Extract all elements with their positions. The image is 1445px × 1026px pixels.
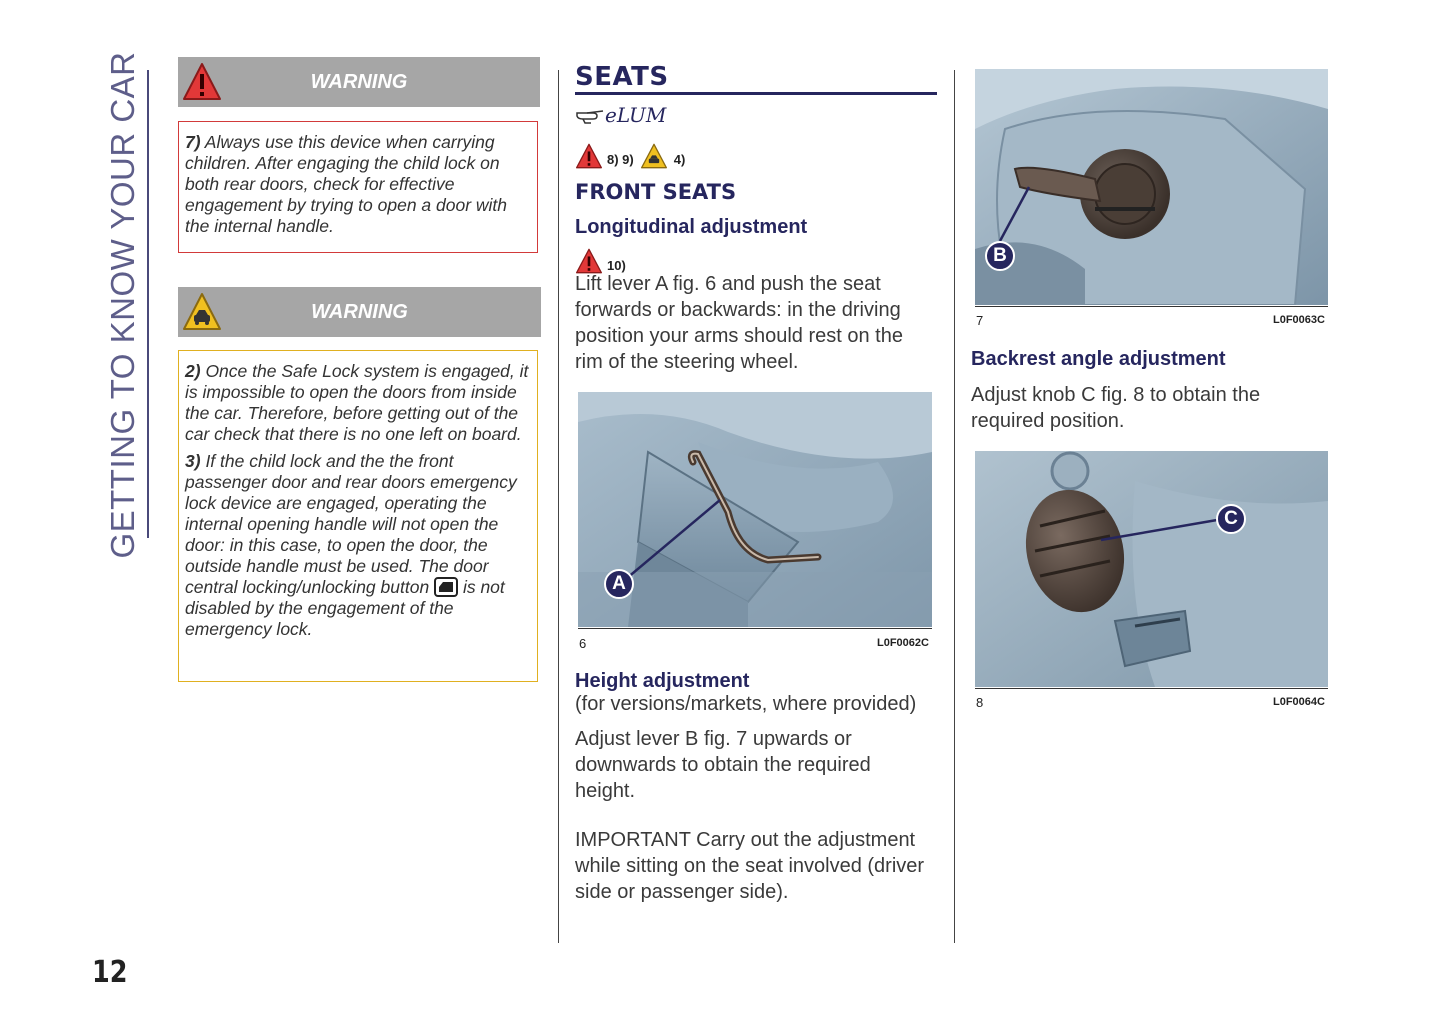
column-divider-2	[954, 70, 955, 943]
figure-8-number: 8	[976, 695, 984, 710]
warning-box-2	[178, 350, 538, 682]
side-section-title: GETTING TO KNOW YOUR CAR	[104, 51, 141, 559]
figure-7-number: 7	[976, 313, 984, 328]
warning-title-1: WARNING	[310, 71, 408, 93]
note-number: 3)	[185, 451, 201, 471]
front-seats-heading: FRONT SEATS	[575, 180, 737, 204]
warning-text-1: Always use this device when carrying children. After engaging the child lock on both rear doors, check for effective engagement by trying to open a door with the internal handle.	[185, 132, 508, 236]
warning-red-icon	[575, 143, 603, 169]
callout-label-c: C	[1216, 504, 1246, 534]
callout-label-a: A	[604, 569, 634, 599]
callout-line-c	[975, 451, 1328, 687]
pointing-hand-icon	[575, 105, 605, 125]
height-text: Adjust lever B fig. 7 upwards or downwards to obtain the required height.	[575, 728, 871, 802]
figure-6-rule	[578, 628, 932, 629]
callout-line-b	[975, 69, 1328, 305]
backrest-heading: Backrest angle adjustment	[971, 348, 1226, 370]
longitudinal-heading: Longitudinal adjustment	[575, 216, 808, 238]
height-heading: Height adjustment	[575, 670, 750, 692]
callout-label-b: B	[985, 241, 1015, 271]
warning-refs-yellow: 4)	[673, 151, 686, 167]
backrest-text: Adjust knob C fig. 8 to obtain the required position.	[971, 384, 1261, 432]
warning-yellow-car-icon	[640, 143, 668, 169]
longitudinal-text: Lift lever A fig. 6 and push the seat forwards or backwards: in the driving position your arms should rest on the rim of the steering wheel.	[575, 273, 903, 373]
figure-7-image	[975, 69, 1328, 305]
elum-label: eLUM	[605, 103, 667, 127]
heading-rule	[575, 92, 937, 95]
side-rule	[147, 70, 149, 538]
warning-refs-row	[575, 141, 685, 171]
warning-refs-red: 8) 9)	[607, 151, 634, 167]
warning-header-2	[178, 287, 541, 337]
warning-title-2: WARNING	[311, 301, 408, 323]
section-heading-seats: SEATS	[575, 62, 669, 92]
height-note: (for versions/markets, where provided)	[575, 693, 917, 715]
warning-ref-10: 10)	[607, 257, 626, 273]
figure-8-rule	[975, 688, 1328, 689]
figure-6-image	[578, 392, 932, 627]
warning-text-2b: If the child lock and the the front passenger door and rear doors emergency lock device are engaged, operating the internal opening handle will not open the door: in this case, to open the door, the outside handle must be used. The door central locking/unlocking button	[185, 451, 517, 597]
warning-header-1	[178, 57, 540, 107]
note-number: 7)	[185, 132, 201, 152]
elum-reference	[575, 102, 666, 128]
figure-7-rule	[975, 306, 1328, 307]
warning-box-1	[178, 121, 538, 253]
figure-6-code: L0F0062C	[877, 637, 929, 649]
warning-text-2c: is not disabled by the engagement of the emergency lock.	[185, 577, 505, 639]
door-lock-button-icon	[434, 577, 458, 597]
figure-7-code: L0F0063C	[1273, 314, 1325, 326]
figure-8-code: L0F0064C	[1273, 696, 1325, 708]
page-number: 12	[92, 955, 128, 990]
important-text: IMPORTANT Carry out the adjustment while sitting on the seat involved (driver side or passenger side).	[575, 829, 925, 903]
column-divider-1	[558, 70, 559, 943]
figure-6-number: 6	[579, 636, 587, 651]
warning-text-2a: Once the Safe Lock system is engaged, it is impossible to open the doors from inside the car. Therefore, before getting out of the car check that there is no one left on board.	[185, 361, 529, 444]
figure-8-image	[975, 451, 1328, 687]
note-number: 2)	[185, 361, 201, 381]
